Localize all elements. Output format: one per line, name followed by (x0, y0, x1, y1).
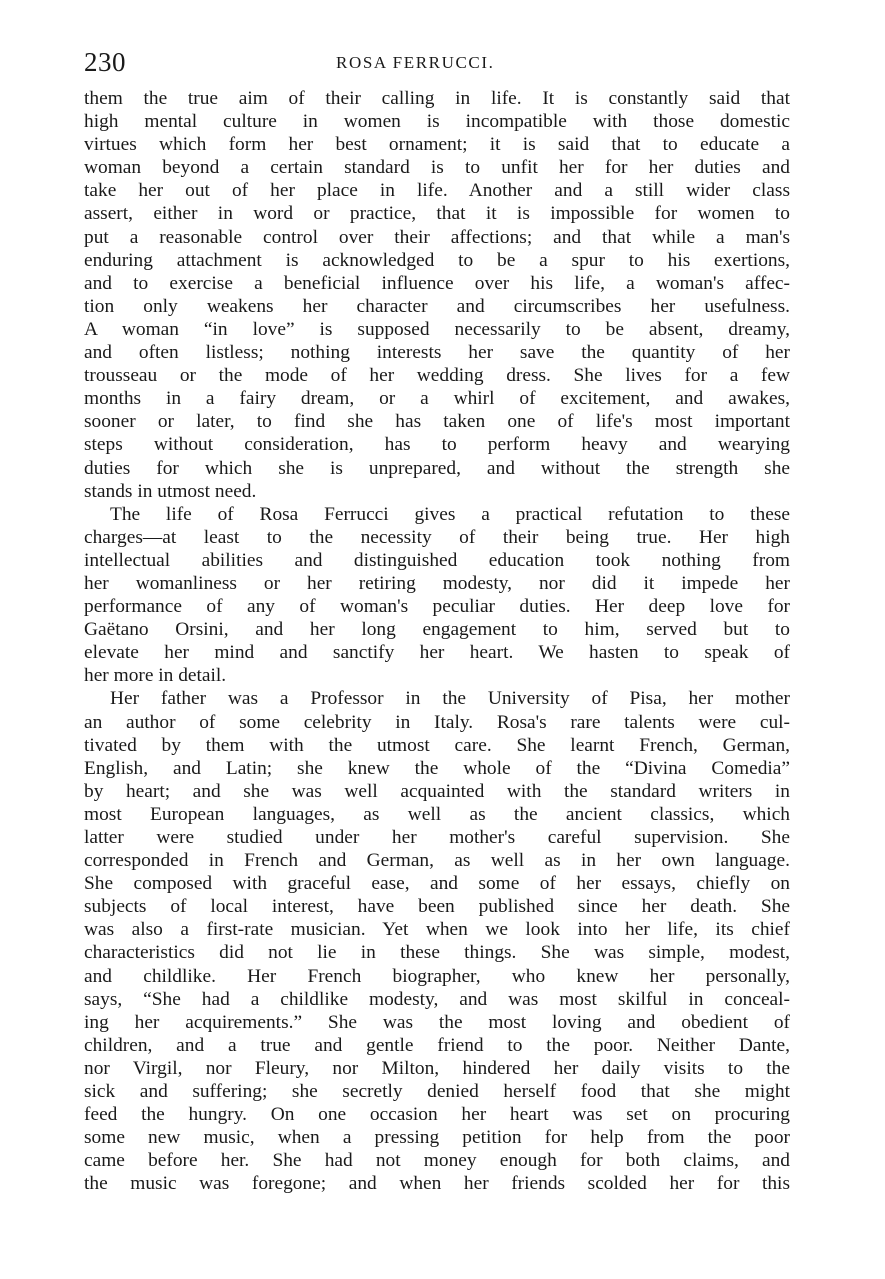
text-line: English, and Latin; she knew the whole of the “Divina Comedia” (84, 757, 790, 779)
text-line: steps without consideration, has to perform heavy and wearying (84, 434, 790, 456)
page-number: 230 (84, 47, 126, 77)
text-line: elevate her mind and sanctify her heart. We hasten to speak of (84, 642, 790, 664)
paragraph-end-line: her more in detail. (84, 665, 227, 687)
text-line: ing her acquirements.” She was the most loving and obedient of (84, 1011, 790, 1033)
text-line: some new music, when a pressing petition for help from the poor (84, 1127, 790, 1149)
paragraph-start-line: The life of Rosa Ferrucci gives a practical refutation to these (110, 503, 790, 525)
running-head (84, 44, 790, 80)
text-line: her womanliness or her retiring modesty, nor did it impede her (84, 572, 790, 594)
book-page (84, 44, 790, 1196)
text-line: She composed with graceful ease, and some of her essays, chiefly on (84, 873, 790, 895)
text-line: trousseau or the mode of her wedding dress. She lives for a few (84, 365, 790, 387)
text-line: an author of some celebrity in Italy. Rosa's rare talents were cul- (84, 711, 790, 733)
text-line: children, and a true and gentle friend to the poor. Neither Dante, (84, 1034, 790, 1056)
text-line: put a reasonable control over their affections; and that while a man's (84, 226, 790, 248)
text-line: months in a fairy dream, or a whirl of excitement, and awakes, (84, 388, 790, 410)
text-line: corresponded in French and German, as well as in her own language. (84, 850, 790, 872)
text-line: and childlike. Her French biographer, who knew her personally, (84, 965, 790, 987)
text-line: them the true aim of their calling in life. It is constantly said that (84, 88, 790, 109)
running-title: ROSA FERRUCCI. (336, 53, 495, 72)
text-line: sooner or later, to find she has taken one of life's most important (84, 411, 790, 433)
text-line: charges—at least to the necessity of their being true. Her high (84, 526, 790, 548)
text-line: assert, either in word or practice, that it is impossible for women to (84, 203, 790, 225)
body-text (84, 87, 790, 1196)
text-line: by heart; and she was well acquainted with the standard writers in (84, 780, 790, 802)
text-line: high mental culture in women is incompatible with those domestic (84, 111, 790, 133)
text-line: nor Virgil, nor Fleury, nor Milton, hindered her daily visits to the (84, 1057, 790, 1079)
text-line: woman beyond a certain standard is to unfit her for her duties and (84, 157, 790, 179)
text-line: sick and suffering; she secretly denied herself food that she might (84, 1081, 790, 1103)
text-line: take her out of her place in life. Another and a still wider class (84, 180, 790, 202)
text-line: latter were studied under her mother's careful supervision. She (84, 827, 790, 848)
text-line: tivated by them with the utmost care. She learnt French, German, (84, 734, 790, 756)
text-line: and often listless; nothing interests her save the quantity of her (84, 342, 790, 364)
text-line: subjects of local interest, have been published since her death. She (84, 896, 790, 918)
text-line: virtues which form her best ornament; it is said that to educate a (84, 134, 790, 156)
text-line: tion only weakens her character and circumscribes her usefulness. (84, 295, 790, 317)
text-line: enduring attachment is acknowledged to be a spur to his exertions, (84, 249, 790, 271)
text-line: most European languages, as well as the ancient classics, which (84, 803, 790, 825)
text-line: performance of any of woman's peculiar duties. Her deep love for (84, 596, 790, 618)
text-line: characteristics did not lie in these things. She was simple, modest, (84, 942, 790, 964)
text-line: the music was foregone; and when her friends scolded her for this (84, 1173, 790, 1195)
text-line: duties for which she is unprepared, and without the strength she (84, 457, 790, 479)
text-line: A woman “in love” is supposed necessarily to be absent, dreamy, (84, 318, 790, 340)
text-line: says, “She had a childlike modesty, and was most skilful in conceal- (84, 988, 790, 1010)
text-line: feed the hungry. On one occasion her heart was set on procuring (84, 1104, 790, 1126)
paragraph-end-line: stands in utmost need. (84, 480, 257, 502)
text-line: was also a first-rate musician. Yet when we look into her life, its chief (84, 919, 790, 941)
text-line: and to exercise a beneficial influence over his life, a woman's affec- (84, 272, 790, 294)
paragraph-start-line: Her father was a Professor in the University of Pisa, her mother (110, 688, 790, 710)
text-line: Gaëtano Orsini, and her long engagement to him, served but to (84, 619, 790, 641)
text-line: came before her. She had not money enough for both claims, and (84, 1150, 790, 1172)
text-line: intellectual abilities and distinguished education took nothing from (84, 549, 790, 571)
